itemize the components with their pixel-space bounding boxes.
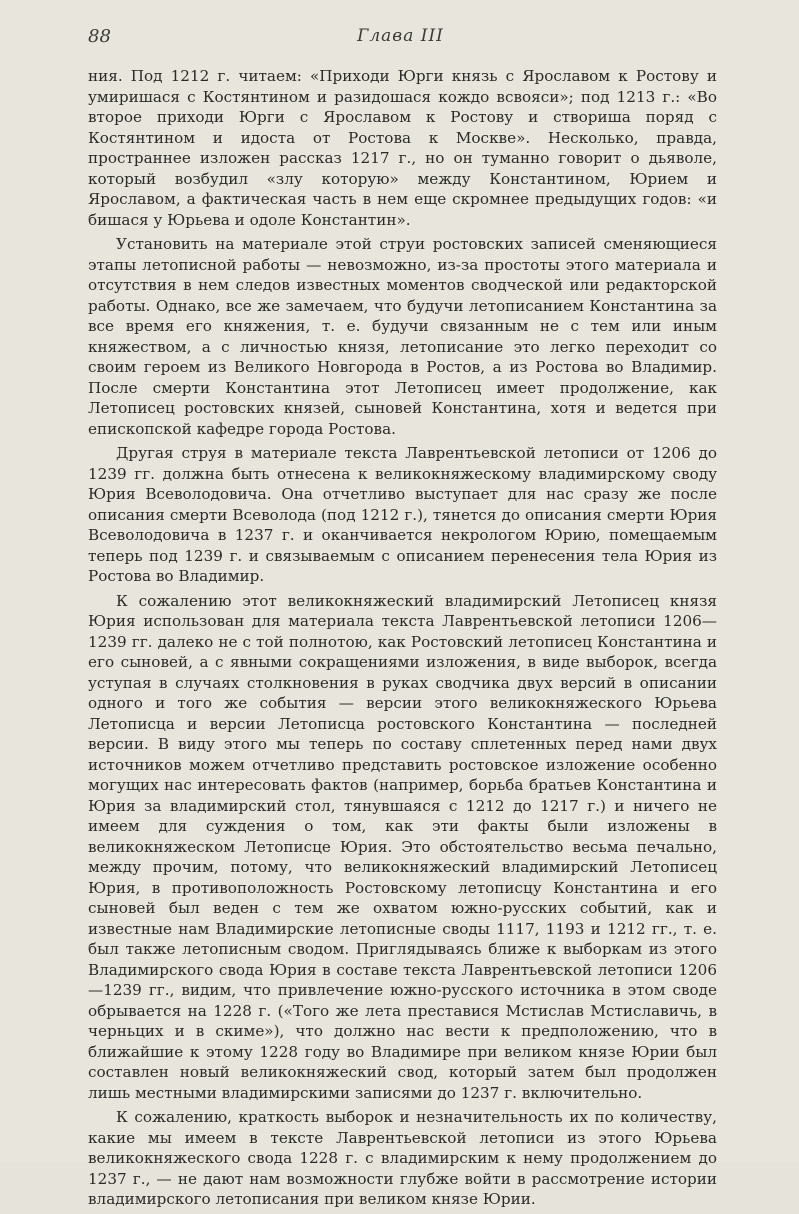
page-header: [88, 26, 713, 50]
paragraph: К сожалению, краткость выборок и незначительность их по количеству, какие мы имеем в тексте Лаврентьевской летописи из этого Юрьева великокняжеского свода 1228 г. с владимирским к нему продолжением до 1237 г., — не дают нам возможности глубже войти в рассмотрение истории владимирского летописания при великом князе Юрии.: [88, 1108, 717, 1208]
paragraph: Установить на материале этой струи ростовских записей сменяющиеся этапы летописной работы — невозможно, из-за простоты этого материала и отсутствия в нем следов известных моментов сводческой или редакторской работы. Однако, все же замечаем, что будучи летописанием Константина за все время его княжения, т. е. будучи связанным не с тем или иным княжеством, а с личностью князя, летописание это легко переходит со своим героем из Великого Новгорода в Ростов, а из Ростова во Владимир. После смерти Константина этот Летописец имеет продолжение, как Летописец ростовских князей, сыновей Константина, хотя и ведется при епископской кафедре города Ростова.: [88, 235, 717, 438]
page-number: 88: [88, 26, 111, 47]
body-text: [88, 66, 717, 1214]
paragraph: Другая струя в материале текста Лаврентьевской летописи от 1206 до 1239 гг. должна быть отнесена к великокняжескому владимирскому своду Юрия Всеволодовича. Она отчетливо выступает для нас сразу же после описания смерти Всеволода (под 1212 г.), тянется до описания смерти Юрия Всеволодовича в 1237 г. и оканчивается некрологом Юрию, помещаемым теперь под 1239 г. и связываемым с описанием перенесения тела Юрия из Ростова во Владимир.: [88, 444, 717, 585]
paragraph: ния. Под 1212 г. читаем: «Приходи Юрги князь с Ярославом к Ростову и умиришася с Костянтином и разидошася кождо всвояси»; под 1213 г.: «Во второе приходи Юрги с Ярославом к Ростову и створиша поряд с Костянтином и идоста от Ростова к Москве». Несколько, правда, пространнее изложен рассказ 1217 г., но он туманно говорит о дьяволе, который возбудил «злу которую» между Константином, Юрием и Ярославом, а фактическая часть в нем еще скромнее предыдущих годов: «и бишася у Юрьева и одоле Константин».: [88, 67, 717, 229]
paragraph: К сожалению этот великокняжеский владимирский Летописец князя Юрия использован для материала текста Лаврентьевской летописи 1206—1239 гг. далеко не с той полнотою, как Ростовский летописец Константина и его сыновей, а с явными сокращениями изложения, в виде выборок, всегда уступая в случаях столкновения в руках сводчика двух версий в описании одного и того же события — версии этого великокняжеского Юрьева Летописца и версии Летописца ростовского Константина — последней версии. В виду этого мы теперь по составу сплетенных перед нами двух источников можем отчетливо представить ростовское изложение особенно могущих нас интересовать фактов (например, борьба братьев Константина и Юрия за владимирский стол, тянувшаяся с 1212 до 1217 г.) и ничего не имеем для суждения о том, как эти факты были изложены в великокняжеском Летописце Юрия. Это обстоятельство весьма печально, между прочим, потому, что великокняжеский владимирский Летописец Юрия, в противоположность Ростовскому летописцу Константина и его сыновей был веден с тем же охватом южно-русских событий, как и известные нам Владимирские летописные своды 1117, 1193 и 1212 гг., т. е. был также летописным сводом. Приглядываясь ближе к выборкам из этого Владимирского свода Юрия в составе текста Лаврентьевской летописи 1206—1239 гг., видим, что привлечение южно-русского источника в этом своде обрывается на 1228 г. («Того же лета преставися Мстислав Мстиславичь, в черньцих и в скиме»), что должно нас вести к предположению, что в ближайшие к этому 1228 году во Владимире при великом князе Юрии был составлен новый великокняжеский свод, который затем был продолжен лишь местными владимирскими записями до 1237 г. включительно.: [88, 591, 717, 1102]
running-head: Глава III: [357, 26, 444, 46]
